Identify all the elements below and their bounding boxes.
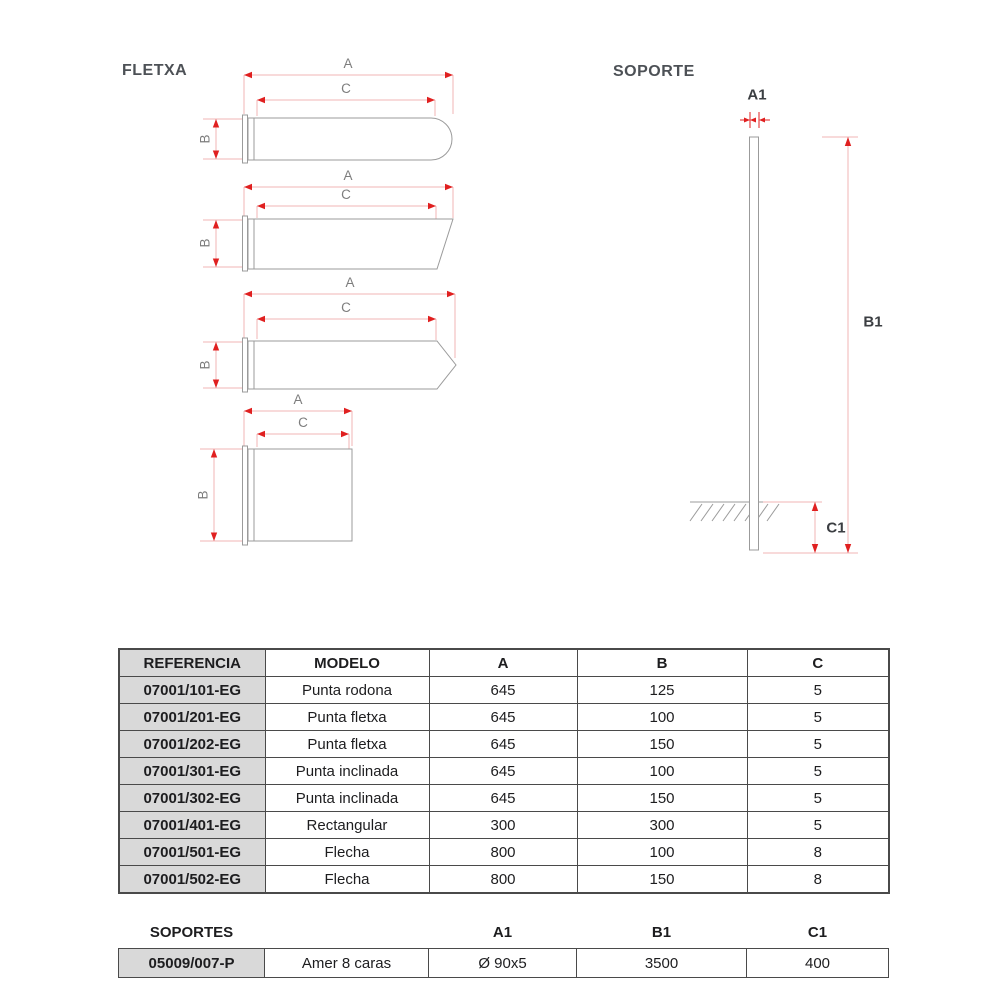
cell-c: 8	[747, 839, 889, 866]
column-header-b: B	[577, 649, 747, 677]
cell-modelo: Punta fletxa	[265, 704, 429, 731]
dim-label-c: C	[341, 300, 351, 315]
cell-referencia: 07001/301-EG	[119, 758, 265, 785]
cell-referencia: 07001/302-EG	[119, 785, 265, 812]
shape-punta-inclinada	[203, 184, 453, 271]
cell-referencia: 07001/101-EG	[119, 677, 265, 704]
fletxa-spec-table	[118, 648, 890, 894]
column-header-modelo: MODELO	[265, 649, 429, 677]
cell-a: 645	[429, 758, 577, 785]
cell-modelo: Amer 8 caras	[265, 949, 429, 978]
cell-a: 300	[429, 812, 577, 839]
shape-punta-fletxa	[203, 291, 456, 392]
cell-a: 645	[429, 704, 577, 731]
cell-c: 5	[747, 731, 889, 758]
shape-punta-rodona	[203, 72, 453, 163]
cell-c: 5	[747, 677, 889, 704]
dim-label-c: C	[298, 415, 308, 430]
cell-c1: 400	[747, 949, 889, 978]
cell-referencia: 07001/401-EG	[119, 812, 265, 839]
cell-b: 100	[577, 839, 747, 866]
dim-label-b: B	[197, 238, 213, 248]
table-row	[119, 812, 889, 839]
cell-a: 645	[429, 785, 577, 812]
dim-label-c: C	[341, 187, 351, 202]
cell-referencia: 07001/502-EG	[119, 866, 265, 894]
shape-rectangular	[200, 408, 352, 545]
cell-modelo: Flecha	[265, 839, 429, 866]
cell-modelo: Punta inclinada	[265, 758, 429, 785]
table-row	[119, 866, 889, 894]
cell-c: 5	[747, 758, 889, 785]
cell-b1: 3500	[577, 949, 747, 978]
cell-referencia: 07001/501-EG	[119, 839, 265, 866]
cell-b: 300	[577, 812, 747, 839]
table-row	[119, 704, 889, 731]
dim-label-c1: C1	[826, 519, 846, 537]
soporte-pole-drawing	[690, 112, 858, 553]
column-header-a1: A1	[429, 916, 577, 949]
cell-c: 5	[747, 785, 889, 812]
soporte-section-title: SOPORTE	[613, 63, 695, 80]
table-header-row	[119, 916, 889, 949]
column-header-empty	[265, 916, 429, 949]
cell-b: 100	[577, 758, 747, 785]
fletxa-section-title: FLETXA	[122, 62, 188, 79]
cell-c: 8	[747, 866, 889, 894]
dim-label-b: B	[197, 134, 213, 144]
dim-label-a: A	[343, 168, 353, 183]
cell-referencia: 05009/007-P	[119, 949, 265, 978]
cell-b: 125	[577, 677, 747, 704]
table-row	[119, 949, 889, 978]
column-header-a: A	[429, 649, 577, 677]
table-header-row	[119, 649, 889, 677]
column-header-c1: C1	[747, 916, 889, 949]
cell-a: 645	[429, 677, 577, 704]
dim-label-b1: B1	[863, 313, 883, 331]
cell-a: 800	[429, 866, 577, 894]
cell-modelo: Punta inclinada	[265, 785, 429, 812]
cell-b: 150	[577, 866, 747, 894]
cell-modelo: Flecha	[265, 866, 429, 894]
cell-referencia: 07001/201-EG	[119, 704, 265, 731]
column-header-referencia: REFERENCIA	[119, 649, 265, 677]
cell-b: 100	[577, 704, 747, 731]
dim-label-b: B	[195, 490, 211, 500]
table-row	[119, 758, 889, 785]
column-header-c: C	[747, 649, 889, 677]
column-header-b1: B1	[577, 916, 747, 949]
cell-a: 645	[429, 731, 577, 758]
dim-label-a: A	[293, 392, 303, 407]
soporte-spec-table	[118, 916, 889, 978]
cell-referencia: 07001/202-EG	[119, 731, 265, 758]
dim-label-b: B	[197, 360, 213, 370]
cell-c: 5	[747, 812, 889, 839]
cell-b: 150	[577, 785, 747, 812]
table-row	[119, 785, 889, 812]
cell-modelo: Punta rodona	[265, 677, 429, 704]
cell-a: 800	[429, 839, 577, 866]
cell-c: 5	[747, 704, 889, 731]
cell-b: 150	[577, 731, 747, 758]
table-row	[119, 677, 889, 704]
dim-label-c: C	[341, 81, 351, 96]
cell-a1: Ø 90x5	[429, 949, 577, 978]
table-row	[119, 731, 889, 758]
dim-label-a1: A1	[747, 86, 767, 104]
dim-label-a: A	[345, 275, 355, 290]
column-header-soportes: SOPORTES	[119, 916, 265, 949]
dim-label-a: A	[343, 56, 353, 71]
cell-modelo: Punta fletxa	[265, 731, 429, 758]
table-row	[119, 839, 889, 866]
cell-modelo: Rectangular	[265, 812, 429, 839]
